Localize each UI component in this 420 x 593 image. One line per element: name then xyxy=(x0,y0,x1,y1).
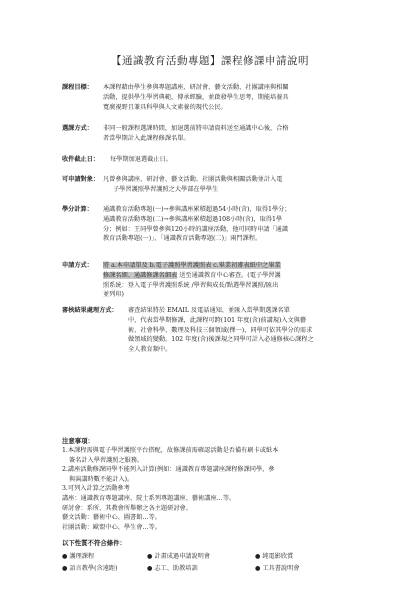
method-text xyxy=(103,124,393,144)
apply-highlight: 修課名細、通識修課名細表 xyxy=(103,271,178,279)
credit-line: 通識教育活動專題(二)→參與講座累積超過108小時(含)，取得1學 xyxy=(103,215,283,223)
exclusion-item: ● 工具書說明會 xyxy=(255,565,300,572)
note-line: 簽名計入學習護照之服務。 xyxy=(69,456,144,464)
deadline-line: 每學期加退選截止日。 xyxy=(110,156,172,163)
review-label: 審核結果處理方式： xyxy=(62,307,118,314)
note-line: 講座：通識教育專題講座、院士系列專題講座、藝術講座…等。 xyxy=(62,494,236,502)
exclusions-title: 以下性質不符合條件： xyxy=(62,539,126,547)
method-line: 者當學期計入此課程修課名單。 xyxy=(103,134,190,142)
eligibility-text xyxy=(103,175,393,195)
goal-line: 寬廣視野且兼具科學與人文素養的現代公民。 xyxy=(103,103,227,111)
apply-text xyxy=(103,261,393,300)
review-line: 審查結果將於 EMAIL 及電話通知，並匯入當學期選課名單 xyxy=(128,307,290,314)
note-line: 社團活動：歐盟中心、學生會…等。 xyxy=(62,523,161,531)
goal-text xyxy=(103,83,393,112)
credit-label: 學分計算： xyxy=(62,206,93,213)
apply-line: 並列印) xyxy=(103,291,124,299)
note-line: 3.可列入計算之活動參考 xyxy=(62,485,130,493)
goal-line: 活動，提供學生學習典範，傳承經驗，並啟發學生思考，期能培養具 xyxy=(103,93,289,101)
apply-line: 照系統：登入電子學習護照系統 /學習與成長/點選學習護照/匯出 xyxy=(103,281,279,289)
credit-line: 教育活動專題(一)」、「通識教育活動專題(二)」兩門課程。 xyxy=(103,235,262,243)
exclusion-item: ● 純電影欣賞 xyxy=(255,553,294,560)
deadline-text xyxy=(110,155,390,165)
notes-title: 注意事項： xyxy=(62,437,94,445)
apply-label: 申請方式： xyxy=(62,262,93,269)
goal-label: 課程目標： xyxy=(62,84,93,91)
apply-line: 送至通識教育中心審查。(電子學習護 xyxy=(177,271,281,279)
review-line: 全人教育類中。 xyxy=(128,346,172,354)
apply-highlight: 將 a.本申請單及 b.電子護照學習護照表 c.畢業初審表紙中之畢業 xyxy=(103,262,281,269)
goal-line: 本課程藉由學生參與專題講座、研討會、藝文活動、社團講座與相關 xyxy=(103,84,289,91)
exclusion-item: ● 志工、助教培訓 xyxy=(147,565,198,572)
notes-list xyxy=(62,446,362,532)
note-line: 1.本課程需與電子學習護照平台搭配，故修課前需確認活動是否備有刷卡或紙本 xyxy=(62,447,279,454)
credit-line: 通識教育活動專題(一)→參與講座累積超過54小時(含)，取得1學分； xyxy=(103,206,291,213)
exclusion-item: ● 語言教學(含遠距) xyxy=(62,565,118,572)
page-title: 【通識教育活動專題】課程修課申請說明 xyxy=(111,55,309,67)
review-text xyxy=(128,306,390,355)
review-line: 術、社會科學、數理及科技三個領域(擇一)，同學可依其學分的需求 xyxy=(128,326,313,334)
deadline-label: 收件截止日： xyxy=(62,156,100,163)
review-line: 中，代表當學期修課，此課程可跨(101 年度(含)前講規)入文與藝 xyxy=(128,316,307,324)
note-line: 2.講座活動修課同學不能列入計算(例如：通識教育專題講座課程修課同學，參 xyxy=(62,466,275,474)
review-line: 做領域的變動。102 年度(含)後課規之同學可計入必通修核心課程之 xyxy=(128,336,314,344)
exclusion-item: ● 護理課程 xyxy=(62,553,95,560)
method-label: 選課方式： xyxy=(62,125,93,132)
exclusion-item: ● 計畫成過申請說明會 xyxy=(147,553,211,560)
note-line: 研討會：系所、其教會所舉辦之各主題研討會。 xyxy=(62,504,192,512)
note-line: 與演講時數不能計入)。 xyxy=(69,475,134,483)
credit-text xyxy=(103,205,393,244)
eligibility-line: 凡曾參與講座、研討會、藝文活動、社團活動與相關活動並計入電 xyxy=(103,176,283,183)
eligibility-label: 可申請對象： xyxy=(62,176,100,183)
credit-line: 分；例如：王同學曾參與120小時的講座活動，他可同時申請「通識 xyxy=(103,225,289,233)
eligibility-line: 子學習護照學習護照之大學部在學學生 xyxy=(113,185,219,193)
note-line: 藝文活動：藝術中心、圖書館…等。 xyxy=(62,514,161,522)
method-line: 非同一般課程選課時間，加退選前將申請資料送至通識中心後，合格 xyxy=(103,125,289,132)
